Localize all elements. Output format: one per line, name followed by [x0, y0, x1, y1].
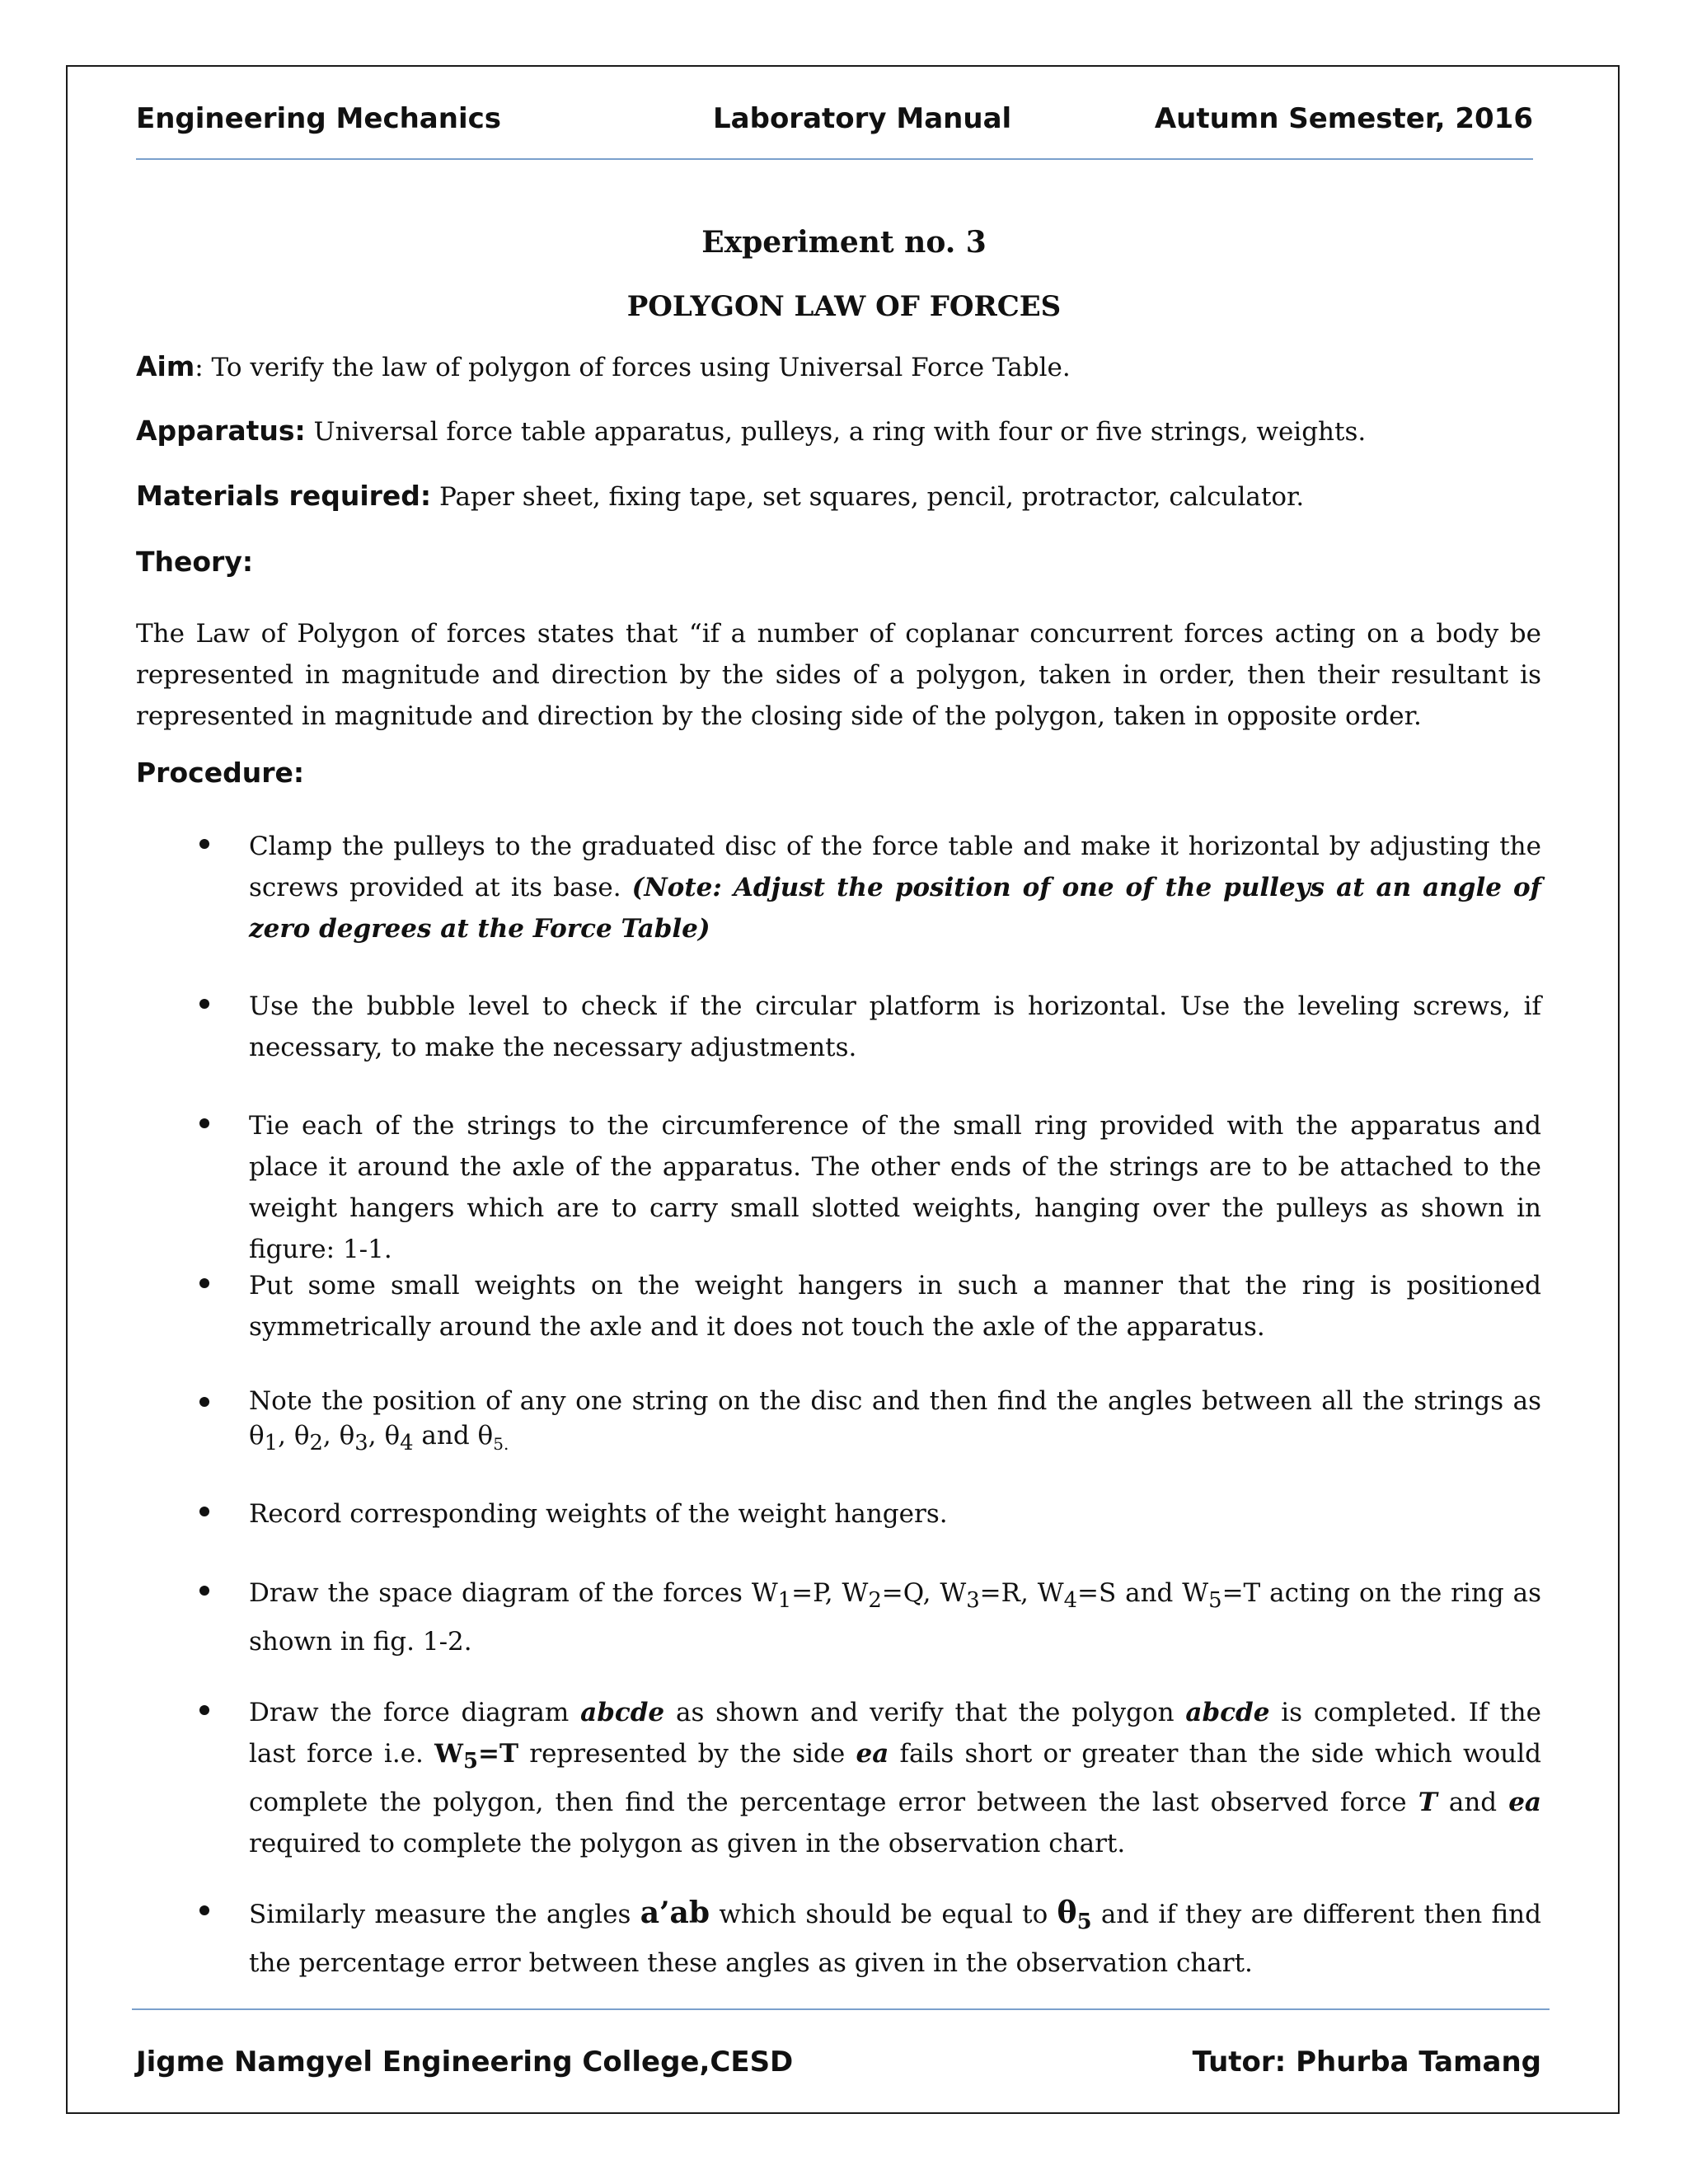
apparatus-label: Apparatus:: [136, 415, 306, 447]
procedure-step: Clamp the pulleys to the graduated disc of the force table and make it horizontal by adjusting the screws provided at its base. (Note: Adjust the position of one of the pulleys at an angle of zero degrees at the Force Table): [249, 832, 1541, 944]
procedure-step: Use the bubble level to check if the circular platform is horizontal. Use the leveling screws, if necessary, to make the necessary adjustments.: [249, 991, 1541, 1062]
header-rule: [136, 158, 1533, 160]
header-manual: Laboratory Manual: [713, 102, 1012, 135]
apparatus-text: Universal force table apparatus, pulleys, a ring with four or five strings, weights.: [305, 417, 1367, 447]
experiment-title: POLYGON LAW OF FORCES: [626, 290, 1062, 323]
page-header: [136, 97, 1533, 140]
apparatus-line: [136, 415, 1541, 447]
materials-line: [136, 480, 1541, 512]
procedure-step: Draw the force diagram abcde as shown and verify that the polygon abcde is completed. If the last force i.e. $W_5=T$ represented by the side ea fails short or greater than the side which would complete the polygon, then find the percentage error between the last observed force T and ea required to complete the polygon as given in the observation chart.: [249, 1698, 1542, 1859]
procedure-note: (Note: Adjust the position of one of the pulleys at an angle of zero degrees at the Force Table): [249, 873, 1541, 944]
theory-paragraph: The Law of Polygon of forces states that “if a number of coplanar concurrent forces acting on a body be represented in magnitude and direction by the sides of a polygon, taken in order, then their resultant is represented in magnitude and direction by the closing side of the polygon, taken in opposite order.: [136, 619, 1541, 731]
materials-label: Materials required:: [136, 480, 432, 512]
header-semester: Autumn Semester, 2016: [1154, 102, 1533, 135]
experiment-number: Experiment no. 3: [701, 225, 987, 260]
aim-line: [136, 350, 1541, 382]
procedure-step: Record corresponding weights of the weight hangers.: [249, 1499, 948, 1529]
theory-heading: Theory:: [136, 546, 254, 578]
footer-rule: [132, 2008, 1550, 2010]
procedure-step: Tie each of the strings to the circumference of the small ring provided with the apparatus and place it around the axle of the apparatus. The other ends of the strings are to be attached to the weight hangers which are to carry small slotted weights, hanging over the pulleys as shown in figure: 1-1.: [249, 1111, 1541, 1264]
aim-label: Aim: [136, 350, 195, 382]
materials-text: Paper sheet, fixing tape, set squares, pencil, protractor, calculator.: [431, 482, 1305, 512]
procedure-step: Similarly measure the angles a’ab which should be equal to $\theta_5$ and if they are different then find the percentage error between these angles as given in the observation chart.: [249, 1896, 1541, 1979]
header-course: Engineering Mechanics: [136, 102, 501, 135]
page-footer: [136, 2041, 1541, 2083]
procedure-step: Draw the space diagram of the forces $W_1=P$, $W_2=Q$, $W_3=R$, $W_4=S$ and $W_5=T$ acting on the ring as shown in fig. 1-2.: [249, 1578, 1542, 1657]
procedure-heading: Procedure:: [136, 757, 305, 789]
footer-tutor: Tutor: Phurba Tamang: [1192, 2046, 1541, 2079]
procedure-step: Put some small weights on the weight hangers in such a manner that the ring is positioned symmetrically around the axle and it does not touch the axle of the apparatus.: [249, 1271, 1541, 1342]
footer-college: Jigme Namgyel Engineering College,CESD: [136, 2046, 794, 2079]
aim-text: : To verify the law of polygon of forces using Universal Force Table.: [195, 353, 1071, 382]
procedure-step: Note the position of any one string on the disc and then find the angles between all the strings as $\theta_1$, $\theta_2$, $\theta_3$, $\theta_4$ and $\theta_{5.}$: [249, 1386, 1541, 1456]
